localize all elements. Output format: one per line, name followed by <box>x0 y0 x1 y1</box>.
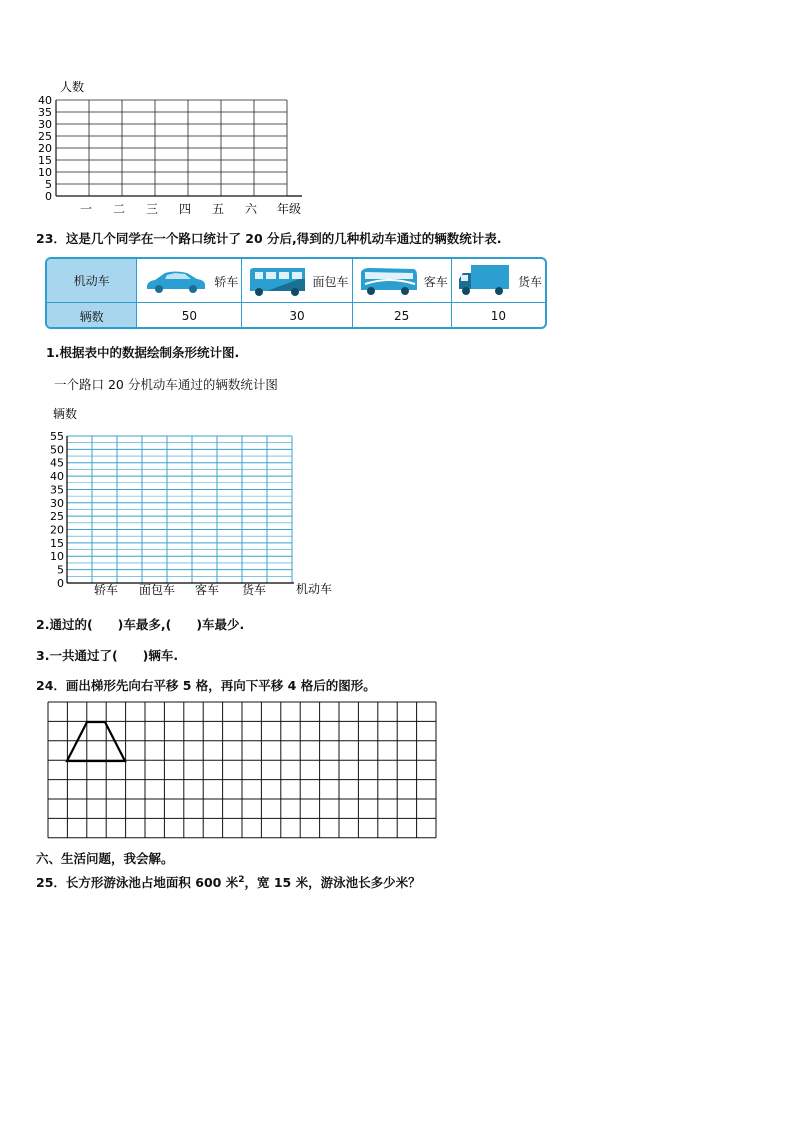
chart2-ytick: 0 <box>57 576 64 590</box>
chart1-ytick: 30 <box>38 118 52 131</box>
chart1-xtick: 一 <box>79 202 93 216</box>
table-cell-truck <box>452 259 545 302</box>
vehicle-name-truck: 货车 <box>517 275 542 289</box>
chart1-xtick: 四 <box>178 202 192 216</box>
chart2-xtick: 面包车 <box>138 583 176 597</box>
count-sedan: 50 <box>137 303 242 329</box>
table-cell-sedan <box>137 259 242 302</box>
chart2-ytick: 25 <box>50 510 64 524</box>
truck-icon <box>457 263 512 297</box>
question-23-title: 23．这是几个同学在一个路口统计了 20 分后,得到的几种机动车通过的辆数统计表. <box>36 231 502 246</box>
chart1-ytick: 0 <box>45 190 52 203</box>
chart2-ytick: 35 <box>50 483 64 497</box>
question-24-title: 24．画出梯形先向右平移 5 格，再向下平移 4 格后的图形。 <box>36 678 376 693</box>
bar-chart-title: 一个路口 20 分机动车通过的辆数统计图 <box>54 377 278 392</box>
chart1-ytick: 25 <box>38 130 52 143</box>
chart2-ytick: 5 <box>57 563 64 577</box>
chart1-xtick: 六 <box>244 202 258 216</box>
chart1-ytick: 10 <box>38 166 52 179</box>
sedan-icon <box>145 270 207 294</box>
translation-grid <box>46 700 438 844</box>
question-25-text <box>36 873 421 891</box>
table-cell-bus <box>353 259 452 302</box>
chart2-xtick: 轿车 <box>93 583 119 597</box>
vehicle-count-table <box>45 257 547 329</box>
chart1-ytick: 5 <box>45 178 52 191</box>
chart1-ytick: 35 <box>38 106 52 119</box>
grade-blank-chart <box>30 76 320 221</box>
trapezoid-shape <box>67 722 125 761</box>
table-row-vehicles <box>47 259 545 303</box>
chart2-xtick: 客车 <box>194 583 220 597</box>
chart1-xtick: 五 <box>211 202 225 216</box>
van-icon <box>247 265 309 297</box>
chart2-xlabel: 机动车 <box>296 582 333 596</box>
chart2-ytick: 20 <box>50 523 64 537</box>
chart2-xtick: 货车 <box>241 583 267 597</box>
chart1-xtick: 二 <box>112 202 126 216</box>
chart1-xlabel: 年级 <box>277 202 302 216</box>
vehicle-blank-chart <box>36 400 346 600</box>
chart2-ytick: 55 <box>50 430 64 443</box>
count-truck: 10 <box>490 309 507 323</box>
chart1-ylabel: 人数 <box>60 80 85 94</box>
chart1-ytick: 40 <box>38 94 52 107</box>
chart2-ytick: 30 <box>50 496 64 510</box>
chart2-ytick: 40 <box>50 470 64 484</box>
section-6-title: 六、生活问题，我会解。 <box>36 851 174 866</box>
vehicle-name-sedan: 轿车 <box>214 275 239 289</box>
task-1: 1.根据表中的数据绘制条形统计图. <box>46 345 240 360</box>
table-header-vehicle: 机动车 <box>47 259 137 302</box>
chart2-ytick: 15 <box>50 536 64 550</box>
question-25-text-a: 25．长方形游泳池占地面积 600 米 <box>36 875 239 890</box>
count-bus: 25 <box>353 303 452 329</box>
count-van: 30 <box>242 303 352 329</box>
chart2-ytick: 45 <box>50 456 64 470</box>
chart1-ytick: 20 <box>38 142 52 155</box>
table-cell-van <box>242 259 352 302</box>
vehicle-name-van: 面包车 <box>312 275 349 289</box>
chart2-ytick: 10 <box>50 550 64 564</box>
bus-icon <box>359 266 419 296</box>
table-row-counts <box>47 303 545 329</box>
chart2-ytick: 50 <box>50 443 64 457</box>
vehicle-name-bus: 客车 <box>423 275 448 289</box>
chart1-ytick: 15 <box>38 154 52 167</box>
chart2-ylabel: 辆数 <box>53 407 78 421</box>
square-superscript: 2 <box>238 874 245 885</box>
chart1-xtick: 三 <box>145 202 159 216</box>
question-25-text-b: ，宽 15 米，游泳池长多少米？ <box>244 875 421 890</box>
task-2: 2.通过的( )车最多,( )车最少. <box>36 617 245 632</box>
table-header-count: 辆数 <box>47 303 137 329</box>
task-3: 3.一共通过了( )辆车. <box>36 648 179 663</box>
